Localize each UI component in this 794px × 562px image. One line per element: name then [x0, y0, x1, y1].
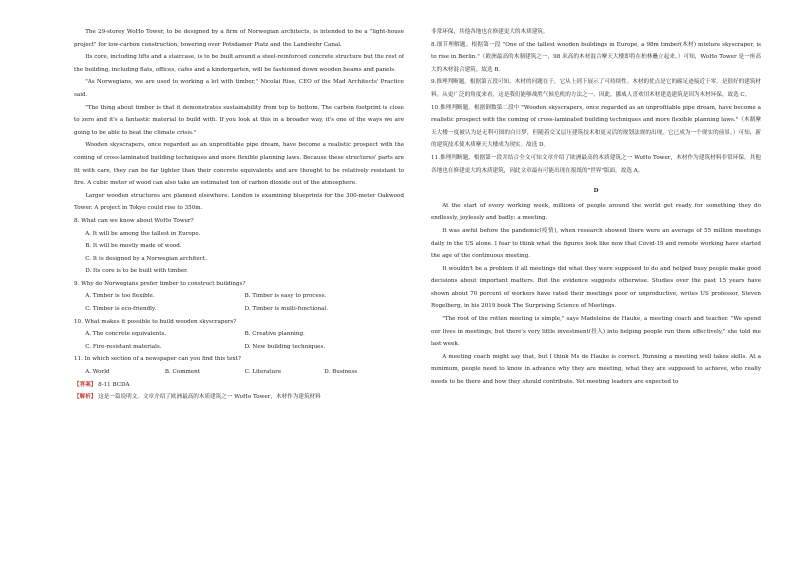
question-stem: 10. What makes it possible to build wooden skyscrapers?: [74, 318, 237, 325]
explanation-text: 这是一篇说明文。文章介绍了欧洲最高的木质建筑之一 WoHo Tower，木材作为建筑材料: [98, 394, 321, 401]
options-row: [74, 366, 404, 379]
right-column: [431, 26, 761, 556]
question-stem: 8. What can we know about WoHo Tower?: [74, 217, 194, 224]
option: A. The concrete equivalents.: [85, 331, 167, 338]
passage-paragraph: Larger wooden structures are planned elsewhere. London is examining blueprints for the 300-meter Oakwood Tower. A project in Tokyo could rise to 350m.: [74, 192, 404, 212]
question-11: [74, 353, 404, 378]
passage-paragraph: "The thing about timber is that it demonstrates sustainability from top to bottom. The carbon footprint is close to zero and it's a fantastic material to build with. If you look at this in a broader way, it's one of the ways we are going to be able to beat the climate crisis.": [74, 104, 404, 136]
passage-paragraph: "As Norwegians, we are used to working a lot with timber," Nicolai Rise, CEO of the Mad Architects' Practice said.: [74, 79, 404, 98]
passage-paragraph: It was awful before the pandemic(疫情), when research showed there were an average of 55 million meetings daily in the US alone. I fear to think what the figures look like now that Covid-19 and remote working have started the age of the continuous meeting.: [431, 227, 761, 260]
passage-paragraph: "The root of the rotten meeting is simple," says Madeleine de Hauke, a meeting coach and teacher. "We spend our lives in meetings, but there's very little investment(投入) into helping people run them effectively," she told me last week.: [431, 316, 761, 348]
section-heading: D: [593, 188, 599, 195]
explanation-paragraph: 11.推理判断题。根据第一段并结合全文可知文章介绍了欧洲最高的木质建筑之一 WoHo Tower，木材作为建筑材料非常环保，其他各地也在修建更大的木质建筑，因此文章最有可能出现在报纸的"世界"版面。故选 A。: [431, 154, 761, 174]
question-stem: 11. In which section of a newspaper can you find this text?: [74, 356, 241, 363]
option: C. Timber is eco-friendly.: [85, 306, 157, 313]
answer-value: 8-11 BCDA: [98, 381, 130, 388]
question-9: [74, 278, 404, 316]
options-grid: [74, 290, 404, 315]
option: A. World: [85, 369, 110, 376]
option: B. Timber is easy to process.: [244, 293, 327, 300]
explanation-tag: 【解析】: [74, 394, 97, 401]
explanation-paragraph: 9.推理判断题。根据第五段可知，木材的问题在于，它从上到下展示了可持续性。木材的优点是它的碳足迹接近于零，是很好的建筑材料。从更广泛的角度来看，这是我们能够战胜气候危机的方法之一。因此，挪威人喜欢用木材建造建筑是因为木材环保。故选 C。: [431, 79, 761, 98]
option: A. Timber is too flexible.: [85, 293, 155, 300]
passage-paragraph: Its core, including lifts and a staircase, is to be built around a steel-reinforced concrete structure but the rest of the building, including flats, offices, cafes and a kindergarten, will be fashioned down wooden beams and panels.: [74, 54, 404, 73]
option: C. It is designed by a Norwegian architect.: [85, 255, 207, 262]
option: D. Its core is to be built with timber.: [85, 268, 188, 275]
passage-paragraph: A meeting coach might say that, but I think Ms de Hauke is correct. Running a meeting well takes skills. At a minimum, people need to know in advance why they are meeting, what they are supposed to achieve, who really needs to be there and how they should contribute. Yet meeting leaders are expected to: [431, 353, 761, 386]
explanation-paragraph: 10.推理判断题。根据倒数第二段中 "Wooden skyscrapers, once regarded as an unprofitable pipe dream, have become a realistic prospect with the coming of cross-laminated building techniques and more flexible planning laws."（木制摩天大楼一度被认为是无利可图的白日梦，但随着交叉层压建筑技术和更灵活的规划法规的出现，它已成为一个现实的前景。）可知，新的建筑技术使木质摩天大楼成为现实。故选 D。: [431, 104, 761, 149]
question-10: [74, 316, 404, 354]
option: C. Literature: [244, 369, 282, 376]
option: D. Business: [324, 369, 358, 376]
answer-tag: 【答案】: [74, 381, 97, 388]
option: B. Creative planning.: [244, 331, 305, 338]
passage-paragraph: At the start of every working week, millions of people around the world get ready for something they do endlessly, joylessly and badly: a meeting.: [431, 202, 761, 222]
option: D. New building techniques.: [244, 343, 326, 350]
option: D. Timber is multi-functional.: [244, 306, 328, 313]
answer-line: [74, 379, 404, 392]
question-8: [74, 215, 404, 278]
passage-paragraph: The 29-storey WoHo Tower, to be designed by a firm of Norwegian architects, is intended to be a "light-house project" for low-carbon construction, towering over Potsdamer Platz and the Landwehr Canal.: [74, 29, 404, 48]
explanation-paragraph: 8.细节理解题。根据第一段 "One of the tallest wooden buildings in Europe, a 98m timber(木材) mixture skyscraper, is to rise in Berlin."（欧洲最高的木制建筑之一，98 米高的木材混合摩天大楼即将在柏林矗立起来。）可知，WoHo Tower 是一座高大的木材混合建筑。故选 B。: [431, 41, 761, 73]
question-stem: 9. Why do Norwegians prefer timber to construct buildings?: [74, 280, 246, 287]
option: A. It will be among the tallest in Europe.: [85, 230, 201, 237]
passage-paragraph: It wouldn't be a problem if all meetings did what they were supposed to do and helped busy people make good decisions about important matters. But the evidence suggests otherwise. Studies over the past 15 years have shown about 70 percent of workers have rated their meetings poor or unproductive, writes US professor, Steven Rogelberg, in his 2019 book The Surprising Science of Meetings.: [431, 265, 761, 310]
option: C. Fire-resistant materials.: [85, 343, 162, 350]
left-column: [74, 26, 404, 556]
option: B. It will be mostly made of wood.: [85, 243, 182, 250]
option: B. Comment: [164, 369, 200, 376]
explanation-paragraph: 非常环保，其他各地也在修建更大的木质建筑。: [431, 29, 549, 35]
options-grid: [74, 328, 404, 353]
explanation-line: [74, 391, 404, 404]
passage-paragraph: Wooden skyscrapers, once regarded as an unprofitable pipe dream, have become a realistic prospect with the coming of cross-laminated building techniques and more flexible planning laws. Because these structures' parts are fit with care, they can be far lighter than their concrete equivalents and are thought to be relatively resistant to fire. A cubic meter of wood can also take an estimated ton of carbon dioxide out of the atmosphere.: [74, 142, 404, 187]
